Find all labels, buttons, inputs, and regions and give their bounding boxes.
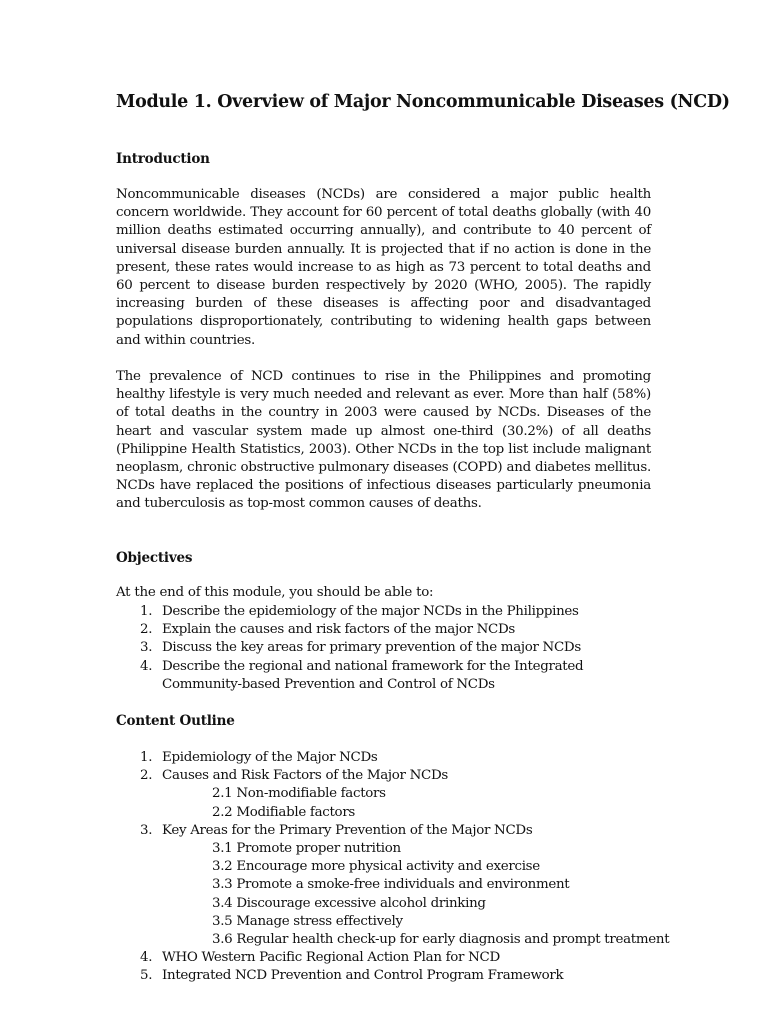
outline-number: 1. <box>140 750 153 765</box>
objective-text: Discuss the key areas for primary prevention of the major NCDs <box>162 640 581 656</box>
objective-item <box>116 621 602 639</box>
outline-subitem: 3.4 Discourage excessive alcohol drinking <box>212 895 486 911</box>
objective-text: Explain the causes and risk factors of the major NCDs <box>162 622 516 638</box>
outline-text: Causes and Risk Factors of the Major NCDs <box>162 768 448 784</box>
outline-number: 5. <box>140 968 153 984</box>
objective-number: 3. <box>140 640 153 656</box>
outline-subitem: 3.5 Manage stress effectively <box>212 913 403 929</box>
outline-subitem: 3.2 Encourage more physical activity and exercise <box>212 859 540 875</box>
objective-item <box>116 639 602 657</box>
objective-text: Describe the regional and national framework for the Integrated Community-based Prevention and Control of NCDs <box>162 658 584 692</box>
outline-number: 2. <box>140 768 153 784</box>
outline-number: 4. <box>140 950 153 966</box>
outline-subitem: 2.1 Non-modifiable factors <box>212 786 386 802</box>
introduction-heading: Introduction <box>116 151 210 167</box>
objective-text: Describe the epidemiology of the major NCDs in the Philippines <box>162 604 579 619</box>
objective-item <box>116 603 602 621</box>
outline-number: 3. <box>140 822 153 838</box>
objective-number: 2. <box>140 622 153 638</box>
objective-number: 4. <box>140 658 153 674</box>
objectives-list <box>116 603 602 694</box>
outline-item <box>116 767 669 822</box>
objective-number: 1. <box>140 604 153 619</box>
outline-subitem: 3.1 Promote proper nutrition <box>212 841 401 857</box>
objectives-intro: At the end of this module, you should be able to: <box>116 585 434 600</box>
introduction-paragraph-1: Noncommunicable diseases (NCDs) are considered a major public health concern worldwide. They account for 60 percent of total deaths globally (with 40 million deaths estimated occurring annually), and contribute to 40 percent of universal disease burden annually. It is projected that if no action is done in the present, these rates would increase to as high as 73 percent to total deaths and 60 percent to disease burden respectively by 2020 (WHO, 2005). The rapidly increasing burden of these diseases is affecting poor and disadvantaged populations disproportionately, contributing to widening health gaps between and within countries. <box>116 187 651 348</box>
outline-text: Integrated NCD Prevention and Control Program Framework <box>162 968 564 984</box>
module-title: Module 1. Overview of Major Noncommunicable Diseases (NCD) <box>116 92 730 112</box>
outline-text: WHO Western Pacific Regional Action Plan for NCD <box>162 950 500 966</box>
outline-item <box>116 949 669 967</box>
content-outline-heading: Content Outline <box>116 713 235 729</box>
introduction-paragraph-2: The prevalence of NCD continues to rise in the Philippines and promoting healthy lifestyle is very much needed and relevant as ever. More than half (58%) of total deaths in the country in 2003 were caused by NCDs. Diseases of the heart and vascular system made up almost one-third (30.2%) of all deaths (Philippine Health Statistics, 2003). Other NCDs in the top list include malignant neoplasm, chronic obstructive pulmonary diseases (COPD) and diabetes mellitus. NCDs have replaced the positions of infectious diseases particularly pneumonia and tuberculosis as top-most common causes of deaths. <box>116 369 651 512</box>
outline-item <box>116 749 669 767</box>
objectives-heading: Objectives <box>116 550 193 566</box>
outline-item <box>116 822 669 949</box>
content-outline-list <box>116 749 669 986</box>
outline-text: Key Areas for the Primary Prevention of the Major NCDs <box>162 822 533 838</box>
outline-text: Epidemiology of the Major NCDs <box>162 750 378 765</box>
objective-item <box>116 658 602 694</box>
outline-subitem: 2.2 Modifiable factors <box>212 804 355 820</box>
outline-item <box>116 967 669 985</box>
outline-subitem: 3.3 Promote a smoke-free individuals and environment <box>212 877 570 893</box>
outline-subitem: 3.6 Regular health check-up for early diagnosis and prompt treatment <box>212 932 670 948</box>
